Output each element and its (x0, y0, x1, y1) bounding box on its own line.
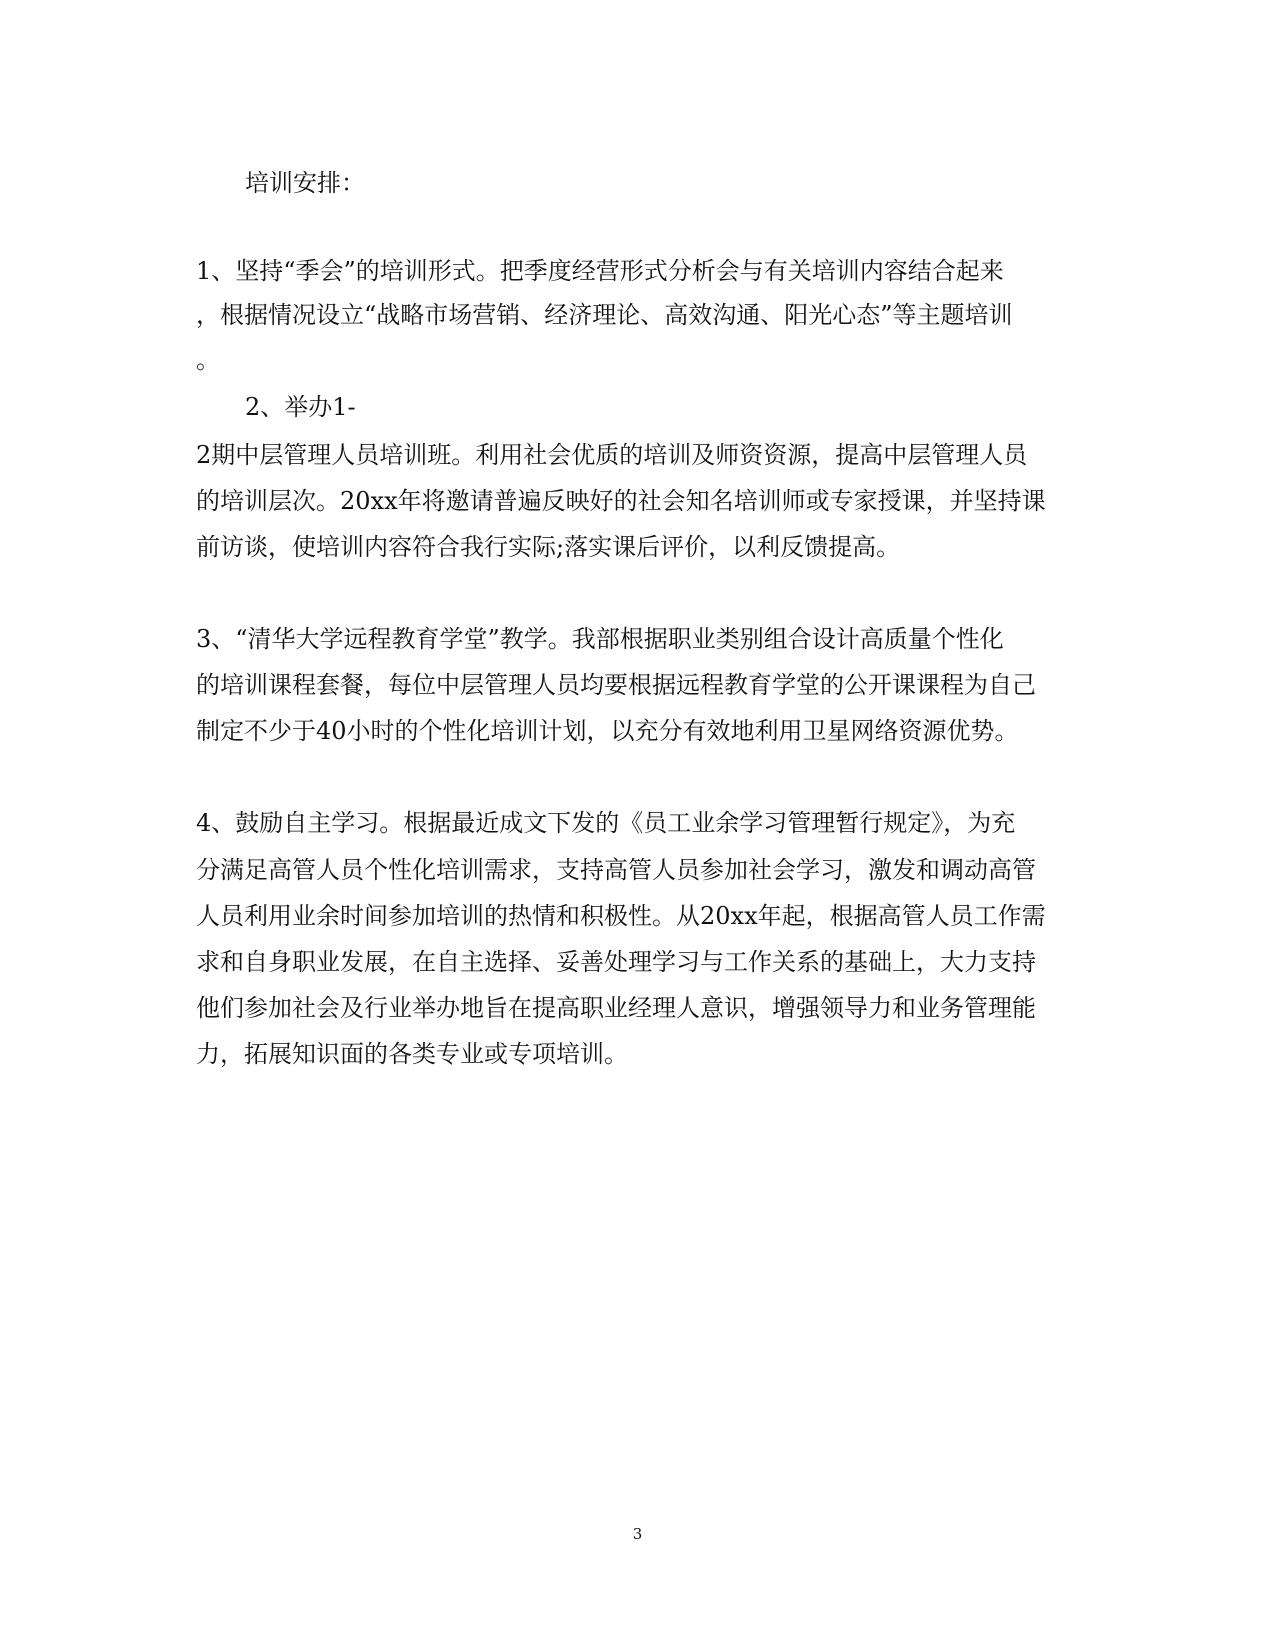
item-2-line-1: 2、举办1- (245, 393, 356, 421)
item-1-line-3: 。 (196, 346, 220, 374)
item-1-line-2: ，根据情况设立“战略市场营销、经济理论、高效沟通、阳光心态”等主题培训 (196, 301, 1013, 329)
item-3-line-3: 制定不少于40小时的个性化培训计划，以充分有效地利用卫星网络资源优势。 (196, 717, 1019, 745)
item-4-line-1: 4、鼓励自主学习。根据最近成文下发的《员工业余学习管理暂行规定》，为充 (196, 809, 1016, 837)
item-2-line-4: 前访谈，使培训内容符合我行实际;落实课后评价，以利反馈提高。 (196, 533, 901, 561)
page-number: 3 (632, 1525, 643, 1543)
section-heading: 培训安排： (245, 169, 365, 197)
item-4-line-5: 他们参加社会及行业举办地旨在提高职业经理人意识，增强领导力和业务管理能 (196, 994, 1036, 1022)
item-4-line-2: 分满足高管人员个性化培训需求，支持高管人员参加社会学习，激发和调动高管 (196, 856, 1036, 884)
item-4-line-6: 力，拓展知识面的各类专业或专项培训。 (196, 1040, 628, 1068)
item-1-line-1: 1、坚持“季会”的培训形式。把季度经营形式分析会与有关培训内容结合起来 (196, 257, 1004, 285)
item-2-line-2: 2期中层管理人员培训班。利用社会优质的培训及师资资源，提高中层管理人员 (196, 441, 1028, 469)
item-4-line-4: 求和自身职业发展，在自主选择、妥善处理学习与工作关系的基础上，大力支持 (196, 948, 1036, 976)
item-2-line-3: 的培训层次。20xx年将邀请普遍反映好的社会知名培训师或专家授课，并坚持课 (196, 487, 1046, 515)
item-4-line-3: 人员利用业余时间参加培训的热情和积极性。从20xx年起，根据高管人员工作需 (196, 902, 1046, 930)
item-3-line-2: 的培训课程套餐，每位中层管理人员均要根据远程教育学堂的公开课课程为自己 (196, 671, 1036, 699)
item-3-line-1: 3、“清华大学远程教育学堂”教学。我部根据职业类别组合设计高质量个性化 (196, 625, 1004, 653)
